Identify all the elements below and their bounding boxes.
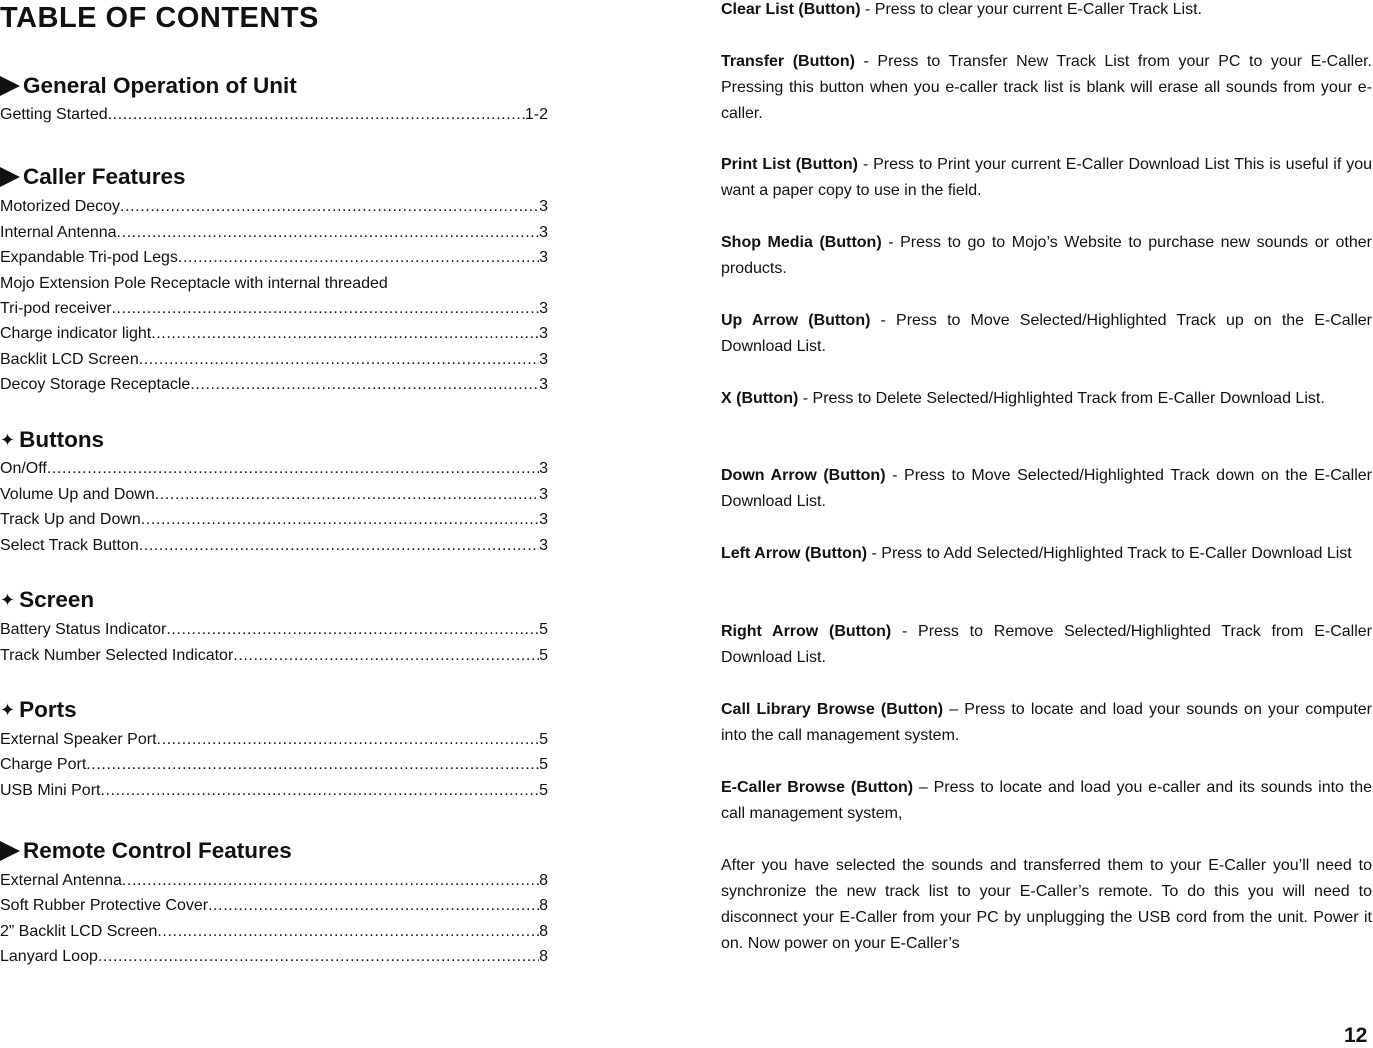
- toc-entry[interactable]: External Speaker Port ..... 5: [0, 729, 548, 751]
- description-up-arrow: Up Arrow (Button) - Press to Move Selected/Highlighted Track up on the E-Caller Download List.: [721, 312, 1372, 355]
- toc-title: TABLE OF CONTENTS: [0, 2, 319, 34]
- toc-entry[interactable]: Decoy Storage Receptacle ..... 3: [0, 374, 548, 396]
- section-heading-general-operation: General Operation of Unit: [0, 71, 297, 101]
- four-point-star-icon: ✦: [0, 700, 16, 720]
- section-heading-remote-control: Remote Control Features: [0, 836, 292, 866]
- section-heading-screen: ✦ Screen: [0, 585, 94, 615]
- toc-entry[interactable]: Battery Status Indicator ..... 5: [0, 619, 548, 641]
- right-triangle-icon: [0, 76, 20, 96]
- toc-entry[interactable]: Internal Antenna ..... 3: [0, 222, 548, 244]
- right-triangle-icon: [0, 167, 20, 187]
- toc-entry[interactable]: Charge Port ..... 5: [0, 754, 548, 776]
- description-ecaller-browse: E-Caller Browse (Button) – Press to locate and load you e-caller and its sounds into the call management system,: [721, 779, 1372, 822]
- description-shop-media: Shop Media (Button) - Press to go to Mojo’s Website to purchase new sounds or other products.: [721, 234, 1372, 277]
- description-print-list: Print List (Button) - Press to Print your current E-Caller Download List This is useful if you want a paper copy to use in the field.: [721, 156, 1373, 199]
- toc-entry-continued: Mojo Extension Pole Receptacle with internal threaded: [0, 275, 388, 292]
- page-number: 12: [1344, 1024, 1368, 1047]
- four-point-star-icon: ✦: [0, 430, 16, 450]
- toc-entry[interactable]: Track Number Selected Indicator ..... 5: [0, 645, 548, 667]
- four-point-star-icon: ✦: [0, 590, 16, 610]
- description-down-arrow: Down Arrow (Button) - Press to Move Selected/Highlighted Track down on the E-Caller Download List.: [721, 467, 1373, 510]
- toc-entry[interactable]: Volume Up and Down ..... 3: [0, 484, 548, 506]
- closing-paragraph: After you have selected the sounds and transferred them to your E-Caller you’ll need to synchronize the new track list to your E-Caller’s remote. To do this you will need to disconnect your E-Caller from your PC by unplugging the USB cord from the unit. Power it on. Now power on your E-Caller’s: [721, 857, 1372, 952]
- section-heading-ports: ✦ Ports: [0, 695, 77, 725]
- description-right-arrow: Right Arrow (Button) - Press to Remove Selected/Highlighted Track from E-Caller Download List.: [721, 623, 1373, 666]
- toc-entry[interactable]: Getting Started ..... 1-2: [0, 104, 548, 126]
- description-clear-list: Clear List (Button) - Press to clear your current E-Caller Track List.: [721, 1, 1202, 18]
- toc-entry[interactable]: Track Up and Down ..... 3: [0, 509, 548, 531]
- toc-entry[interactable]: Lanyard Loop ..... 8: [0, 946, 548, 968]
- toc-entry[interactable]: External Antenna ..... 8: [0, 870, 548, 892]
- description-x-button: X (Button) - Press to Delete Selected/Highlighted Track from E-Caller Download List.: [721, 390, 1325, 407]
- toc-entry[interactable]: Soft Rubber Protective Cover ..... 8: [0, 895, 548, 917]
- toc-entry[interactable]: Motorized Decoy ..... 3: [0, 196, 548, 218]
- toc-entry[interactable]: Charge indicator light ..... 3: [0, 323, 548, 345]
- toc-entry[interactable]: On/Off ..... 3: [0, 458, 548, 480]
- description-transfer: Transfer (Button) - Press to Transfer New Track List from your PC to your E-Caller. Pressing this button when you e-caller track list is blank will erase all sounds from your e-caller.: [721, 53, 1372, 122]
- toc-entry[interactable]: Tri-pod receiver ..... 3: [0, 298, 548, 320]
- right-triangle-icon: [0, 841, 20, 861]
- toc-entry[interactable]: Expandable Tri-pod Legs ..... 3: [0, 247, 548, 269]
- description-call-library-browse: Call Library Browse (Button) – Press to locate and load your sounds on your computer into the call management system.: [721, 701, 1372, 744]
- toc-entry[interactable]: Select Track Button ..... 3: [0, 535, 548, 557]
- description-left-arrow: Left Arrow (Button) - Press to Add Selected/Highlighted Track to E-Caller Download List: [721, 545, 1352, 562]
- toc-entry[interactable]: 2” Backlit LCD Screen ..... 8: [0, 921, 548, 943]
- section-heading-caller-features: Caller Features: [0, 162, 186, 192]
- toc-entry[interactable]: Backlit LCD Screen ..... 3: [0, 349, 548, 371]
- toc-entry[interactable]: USB Mini Port ..... 5: [0, 780, 548, 802]
- section-heading-buttons: ✦ Buttons: [0, 425, 104, 455]
